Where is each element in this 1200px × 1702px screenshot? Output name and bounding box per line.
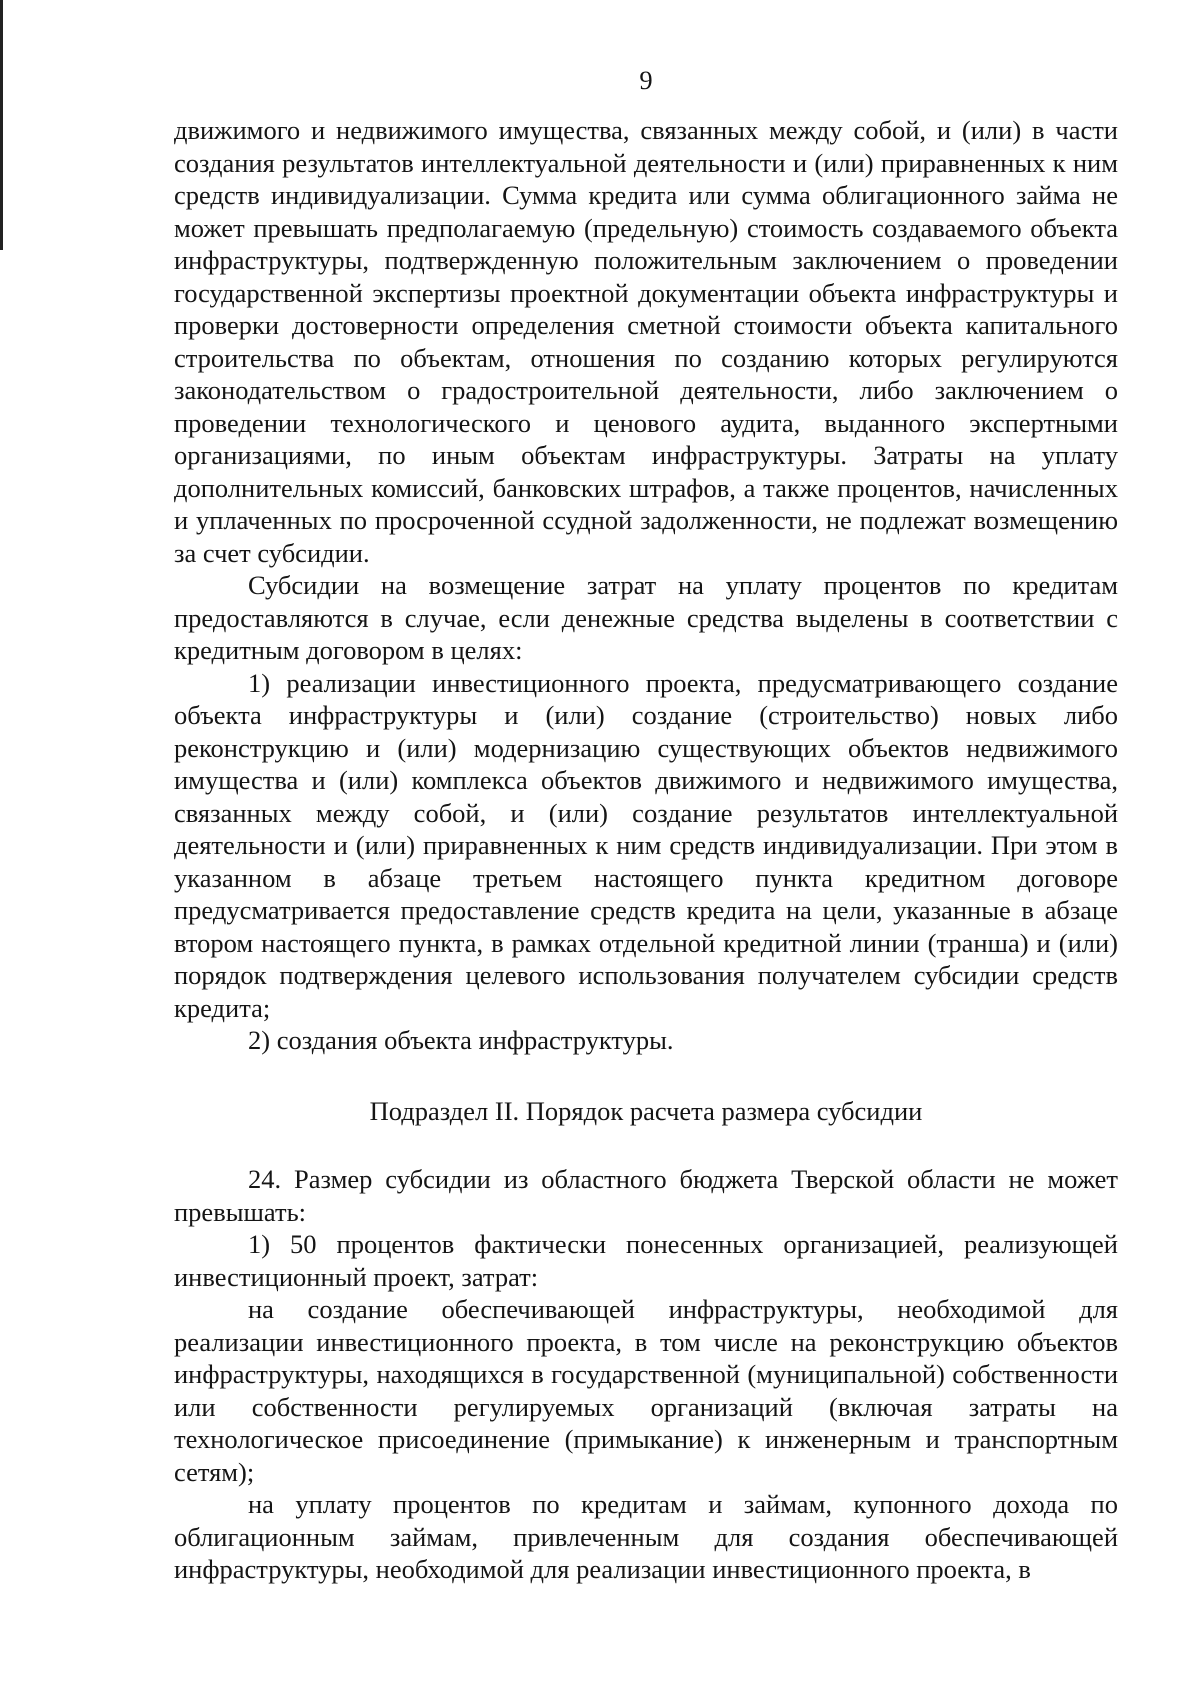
paragraph-subsidy-conditions: Субсидии на возмещение затрат на уплату процентов по кредитам предоставляются в случае, если денежные средства выделены в соответствии с кредитным договором в целях:: [174, 570, 1118, 665]
scan-edge-mark: [0, 0, 3, 250]
paragraph-interest-costs: на уплату процентов по кредитам и займам, купонного дохода по облигационным займам, привлеченным для создания обеспечивающей инфраструктуры, необходимой для реализации инвестиционного проекта, в: [174, 1489, 1118, 1584]
paragraph-clause-24-item-1: 1) 50 процентов фактически понесенных организацией, реализующей инвестиционный проект, затрат:: [174, 1229, 1118, 1292]
paragraph-clause-24: 24. Размер субсидии из областного бюджета Тверской области не может превышать:: [174, 1164, 1118, 1227]
paragraph-infrastructure-costs: на создание обеспечивающей инфраструктуры, необходимой для реализации инвестиционного проекта, в том числе на реконструкцию объектов инфраструктуры, находящихся в государственной (муниципальной) собственности или собственности регулируемых организаций (включая затраты на технологическое присоединение (примыкание) к инженерным и транспортным сетям);: [174, 1294, 1118, 1487]
page-number: 9: [639, 65, 653, 95]
document-page: [174, 64, 1118, 1586]
paragraph-item-1: 1) реализации инвестиционного проекта, предусматривающего создание объекта инфраструктуры и (или) создание (строительство) новых либо реконструкцию и (или) модернизацию существующих объектов недвижимого имущества и (или) комплекса объектов движимого и недвижимого имущества, связанных между собой, и (или) создание результатов интеллектуальной деятельности и (или) приравненных к ним средств индивидуализации. При этом в указанном в абзаце третьем настоящего пункта кредитном договоре предусматривается предоставление средств кредита на цели, указанные в абзаце втором настоящего пункта, в рамках отдельной кредитной линии (транша) и (или) порядок подтверждения целевого использования получателем субсидии средств кредита;: [174, 667, 1118, 1023]
paragraph-item-2: 2) создания объекта инфраструктуры.: [248, 1025, 674, 1055]
section-heading: Подраздел II. Порядок расчета размера субсидии: [369, 1095, 923, 1126]
paragraph-continuation: движимого и недвижимого имущества, связанных между собой, и (или) в части создания результатов интеллектуальной деятельности и (или) приравненных к ним средств индивидуализации. Сумма кредита или сумма облигационного займа не может превышать предполагаемую (предельную) стоимость создаваемого объекта инфраструктуры, подтвержденную положительным заключением о проведении государственной экспертизы проектной документации объекта инфраструктуры и проверки достоверности определения сметной стоимости объекта капитального строительства по объектам, отношения по созданию которых регулируются законодательством о градостроительной деятельности, либо заключением о проведении технологического и ценового аудита, выданного экспертными организациями, по иным объектам инфраструктуры. Затраты на уплату дополнительных комиссий, банковских штрафов, а также процентов, начисленных и уплаченных по просроченной ссудной задолженности, не подлежат возмещению за счет субсидии.: [174, 115, 1118, 568]
